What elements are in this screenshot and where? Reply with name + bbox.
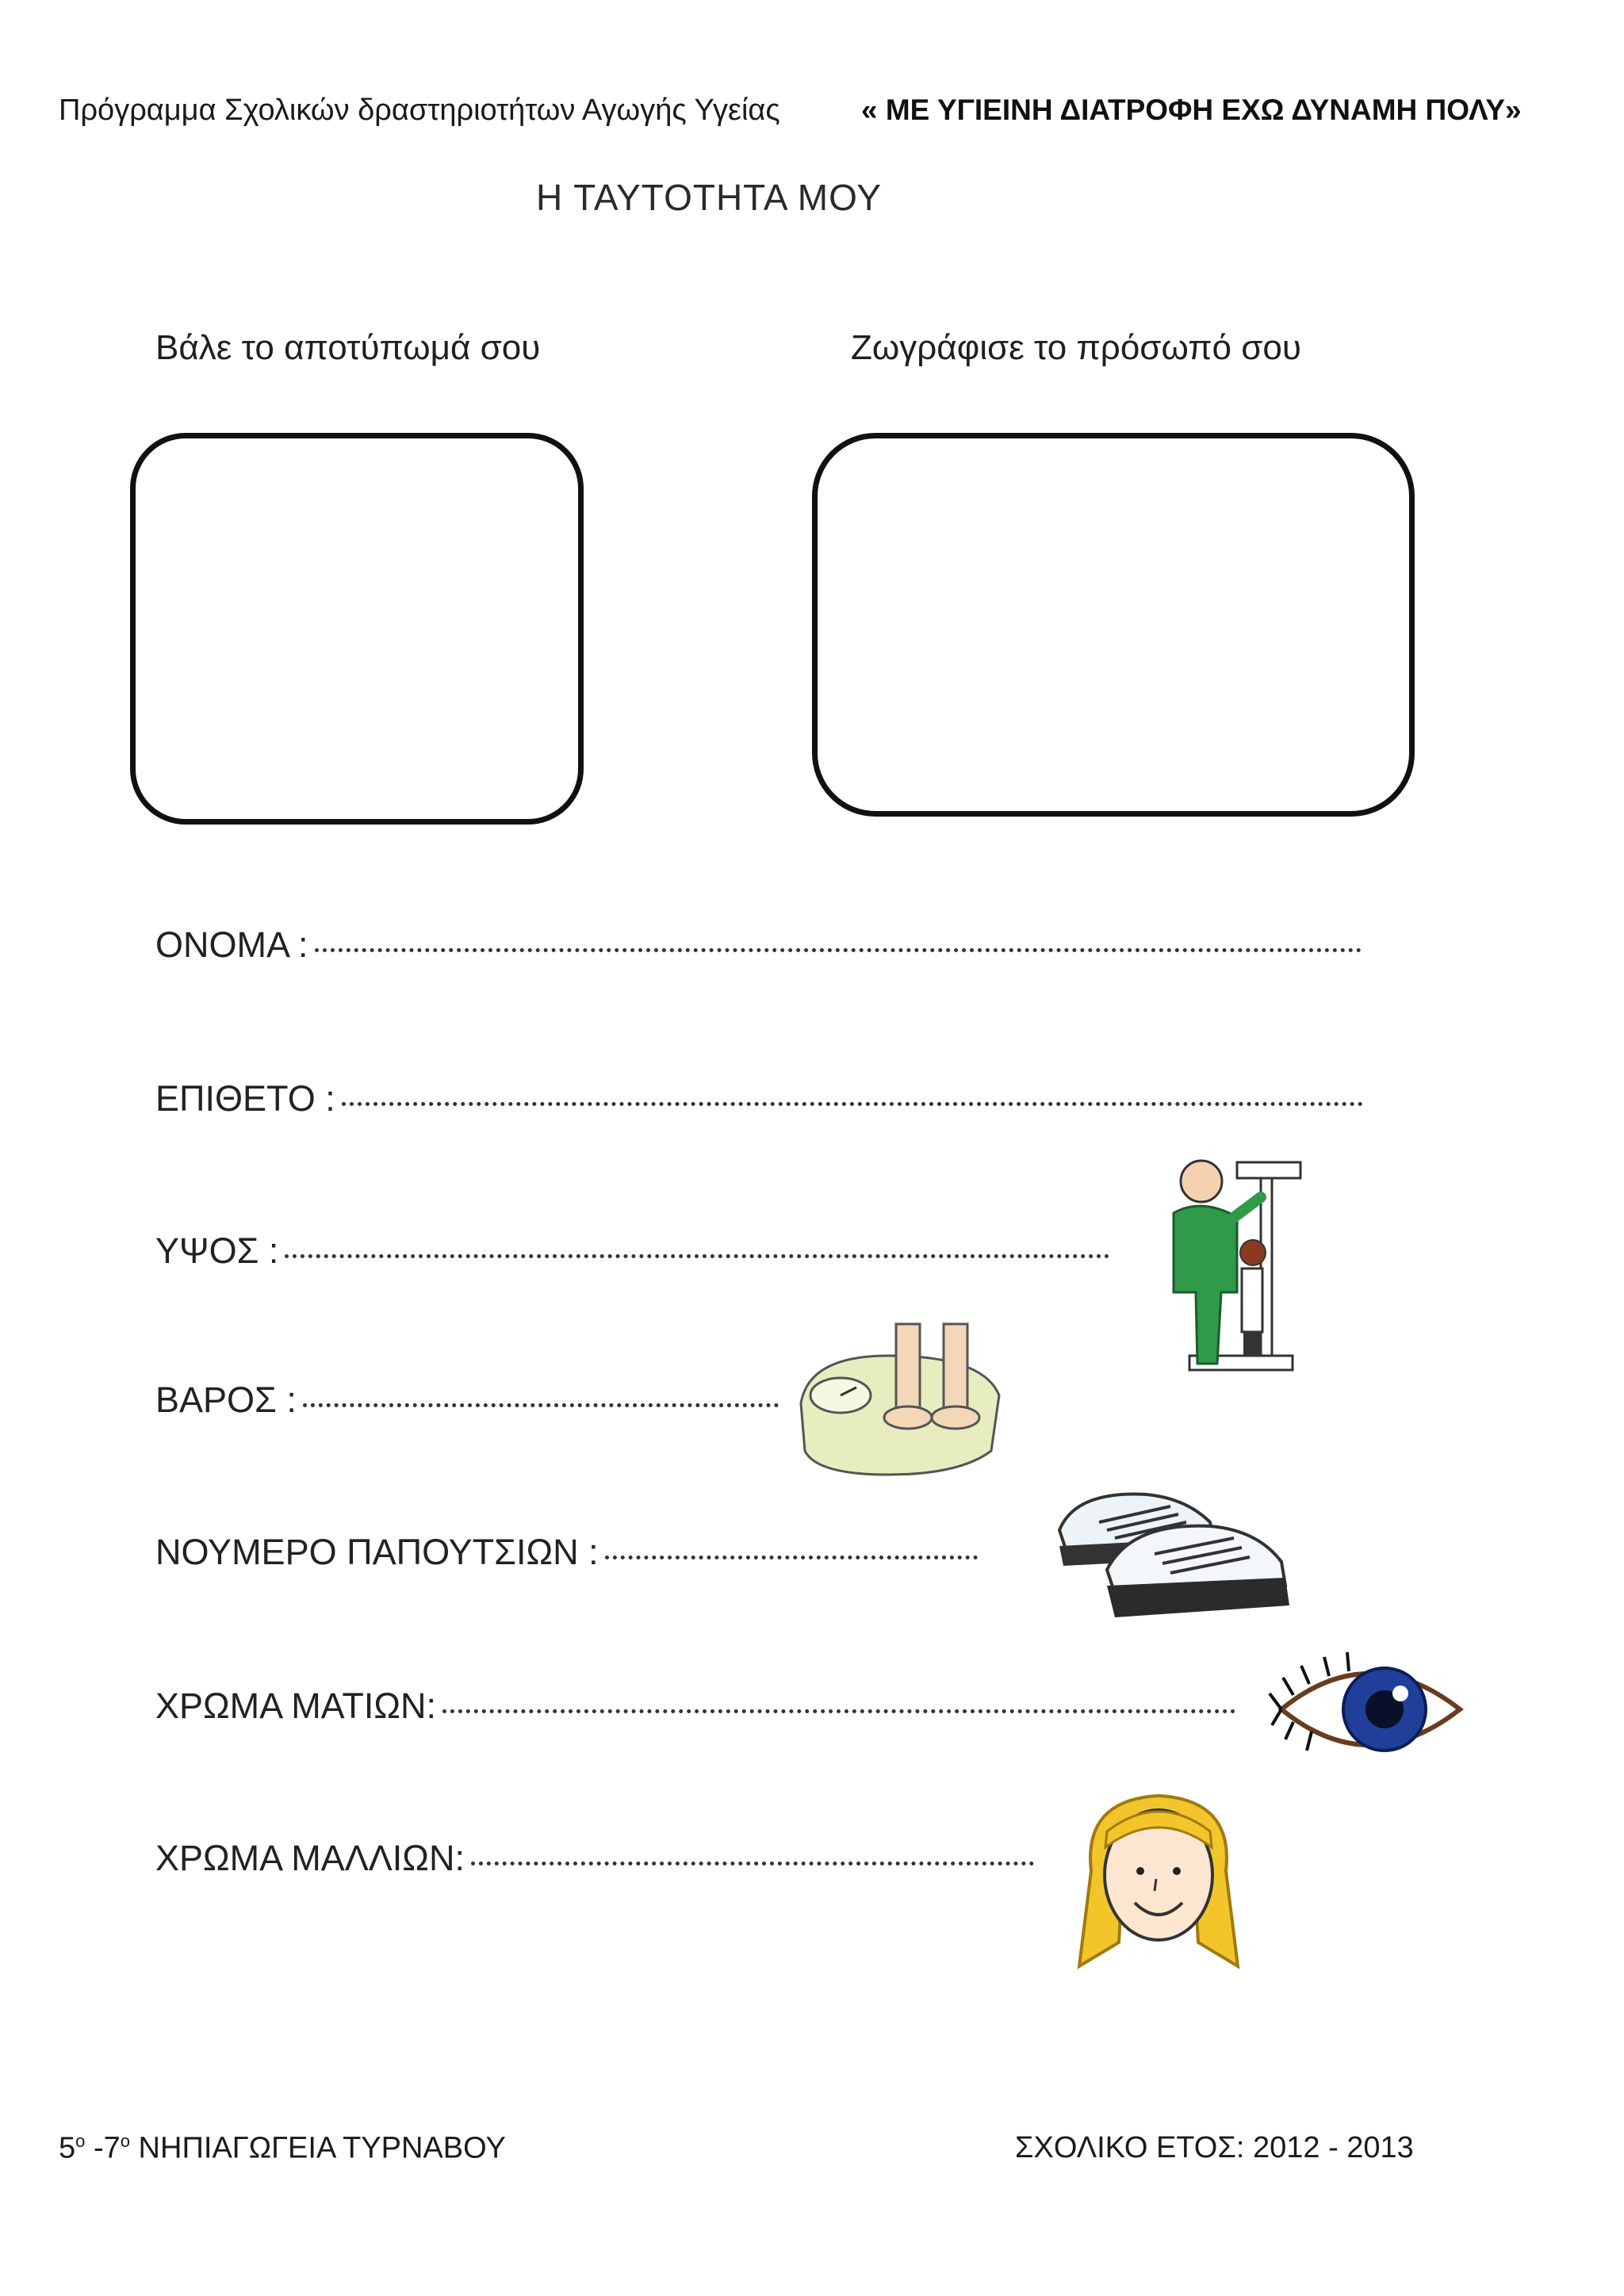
field-height-line[interactable] [285,1251,1109,1258]
field-height [155,1230,1109,1272]
header-slogan: « ΜΕ ΥΓΙΕΙΝΗ ΔΙΑΤΡΟΦΗ ΕΧΩ ΔΥΝΑΜΗ ΠΟΛΥ» [861,94,1522,126]
field-weight-label: ΒΑΡΟΣ : [155,1380,297,1420]
page-title: Η ΤΑΥΤΟΤΗΤΑ ΜΟΥ [536,177,883,218]
field-shoe-size-line[interactable] [605,1552,978,1559]
field-surname-label: ΕΠΙΘΕΤΟ : [155,1078,335,1119]
field-surname-line[interactable] [342,1099,1363,1106]
field-hair-color-label: ΧΡΩΜΑ ΜΑΛΛΙΩΝ: [155,1838,465,1878]
footer-num-a: 5 [59,2131,76,2165]
height-measure-icon [1142,1142,1316,1380]
field-hair-color [155,1838,1034,1879]
footer-sup-b: ο [120,2131,130,2151]
footer-school-name: ΝΗΠΙΑΓΩΓΕΙΑ ΤΥΡΝΑΒΟΥ [130,2131,506,2165]
field-eye-color-line[interactable] [442,1706,1235,1713]
field-weight [155,1380,779,1421]
girl-face-icon [1067,1784,1250,1982]
face-drawing-box[interactable] [812,433,1415,817]
field-hair-color-line[interactable] [471,1858,1034,1866]
footer-school-year: ΣΧΟΛΙΚΟ ΕΤΟΣ: 2012 - 2013 [1015,2131,1414,2164]
footer-num-b: -7 [85,2131,121,2165]
fingerprint-caption: Βάλε το αποτύπωμά σου [155,328,541,367]
footer-schools [59,2131,506,2166]
face-caption: Ζωγράφισε το πρόσωπό σου [851,328,1301,367]
field-height-label: ΥΨΟΣ : [155,1230,279,1271]
field-shoe-size [155,1532,978,1573]
field-shoe-size-label: ΝΟΥΜΕΡΟ ΠΑΠΟΥΤΣΙΩΝ : [155,1532,599,1572]
field-name-label: ΟΝΟΜΑ : [155,924,308,965]
bathroom-scale-icon [785,1324,1015,1483]
field-weight-line[interactable] [303,1400,779,1407]
field-surname [155,1078,1363,1119]
sneakers-icon [1051,1475,1297,1633]
fingerprint-box[interactable] [130,433,584,825]
field-eye-color [155,1686,1235,1727]
field-name-line[interactable] [315,945,1362,952]
field-name [155,924,1362,966]
header-program-title: Πρόγραμμα Σχολικών δραστηριοτήτων Αγωγής Υγείας [59,94,780,127]
eye-icon [1266,1646,1472,1773]
field-eye-color-label: ΧΡΩΜΑ ΜΑΤΙΩΝ: [155,1686,436,1726]
footer-sup-a: ο [75,2131,86,2151]
